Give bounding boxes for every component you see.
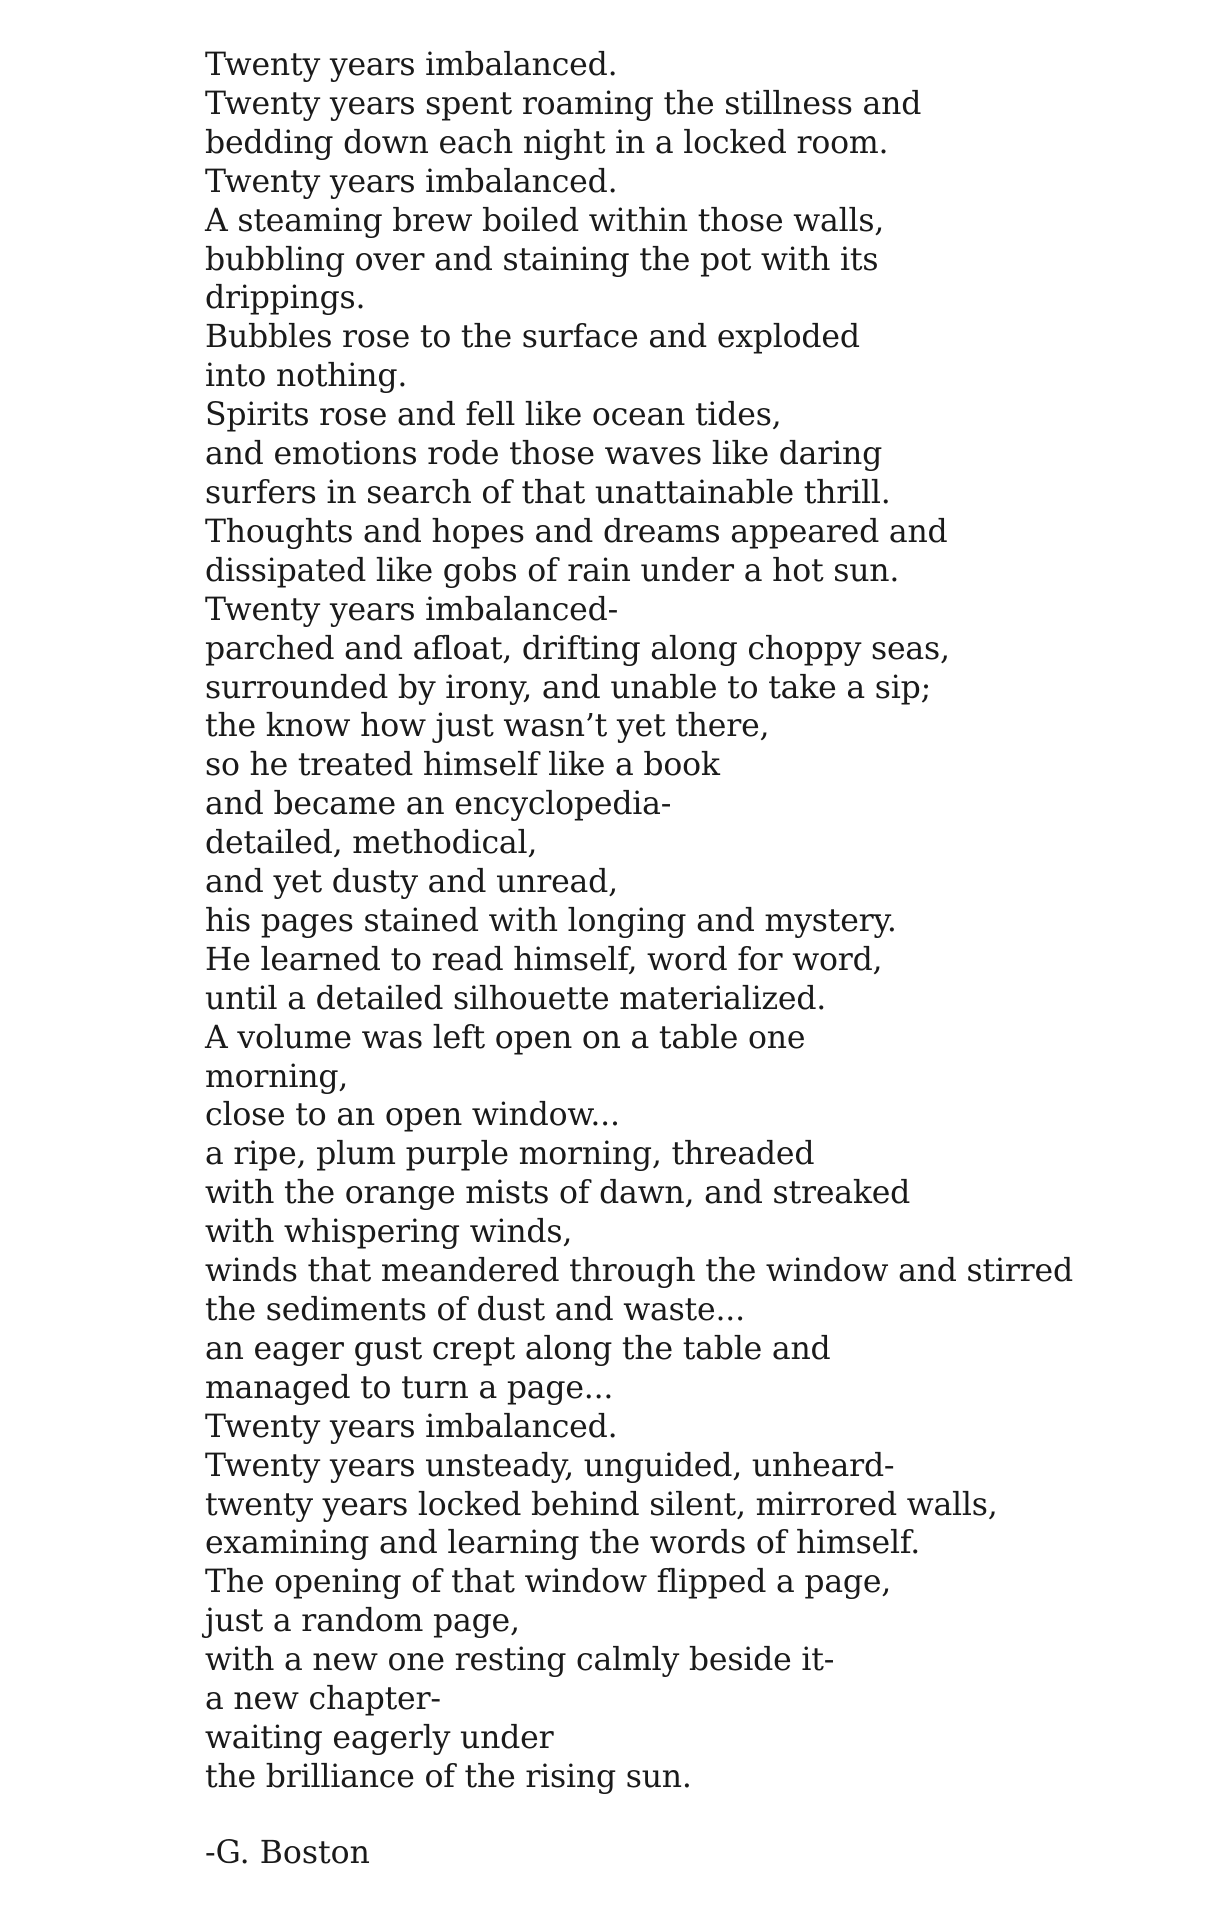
- poem-text: [205, 46, 1185, 1797]
- poem-line: waiting eagerly under: [205, 1719, 554, 1756]
- poem-line: twenty years locked behind silent, mirrored walls,: [205, 1486, 998, 1523]
- poem-line: surrounded by irony, and unable to take a sip;: [205, 669, 932, 706]
- poem-line: winds that meandered through the window and stirred: [205, 1253, 1073, 1290]
- poem-line: morning,: [205, 1058, 349, 1095]
- poem-line: and yet dusty and unread,: [205, 864, 618, 901]
- poem-line: his pages stained with longing and mystery.: [205, 902, 897, 939]
- poem-line: dissipated like gobs of rain under a hot sun.: [205, 552, 900, 589]
- poem-line: detailed, methodical,: [205, 825, 538, 862]
- author-signature: -G. Boston: [205, 1835, 370, 1871]
- poem-line: A volume was left open on a table one: [205, 1019, 806, 1056]
- poem-line: with a new one resting calmly beside it-: [205, 1642, 835, 1679]
- poem-line: so he treated himself like a book: [205, 747, 720, 784]
- poem-line: Twenty years imbalanced.: [205, 47, 618, 83]
- poem-line: a ripe, plum purple morning, threaded: [205, 1136, 815, 1173]
- poem-line: the brilliance of the rising sun.: [205, 1758, 692, 1795]
- poem-line: a new chapter-: [205, 1681, 441, 1718]
- poem-line: Twenty years spent roaming the stillness and: [205, 85, 922, 122]
- poem-line: examining and learning the words of himself.: [205, 1525, 921, 1562]
- poem-line: the sediments of dust and waste...: [205, 1292, 745, 1328]
- poem-line: an eager gust crept along the table and: [205, 1330, 831, 1367]
- poem-line: Spirits rose and fell like ocean tides,: [205, 397, 782, 434]
- poem-line: A steaming brew boiled within those walls,: [205, 202, 885, 239]
- poem-line: until a detailed silhouette materialized.: [205, 980, 827, 1017]
- poem-line: with the orange mists of dawn, and streaked: [205, 1175, 911, 1212]
- poem-line: Twenty years imbalanced.: [205, 1408, 618, 1445]
- poem-line: surfers in search of that unattainable thrill.: [205, 474, 891, 511]
- poem-line: Thoughts and hopes and dreams appeared and: [205, 513, 948, 550]
- poem-line: drippings.: [205, 280, 366, 317]
- poem-line: managed to turn a page...: [205, 1369, 614, 1406]
- poem-line: and emotions rode those waves like daring: [205, 436, 883, 473]
- poem-line: The opening of that window flipped a page,: [205, 1564, 892, 1601]
- poem-line: parched and afloat, drifting along choppy seas,: [205, 630, 950, 667]
- poem-line: with whispering winds,: [205, 1214, 573, 1251]
- poem-line: Twenty years imbalanced.: [205, 163, 618, 200]
- poem-line: the know how just wasn’t yet there,: [205, 708, 770, 745]
- poem-line: and became an encyclopedia-: [205, 786, 672, 823]
- poem-line: bubbling over and staining the pot with its: [205, 241, 879, 278]
- poem-line: into nothing.: [205, 358, 408, 395]
- poem-line: close to an open window...: [205, 1097, 620, 1134]
- poem-line: just a random page,: [205, 1603, 520, 1640]
- poem-line: Twenty years unsteady, unguided, unheard-: [205, 1447, 895, 1484]
- poem-line: bedding down each night in a locked room.: [205, 124, 889, 161]
- poem-line: Twenty years imbalanced-: [205, 591, 619, 628]
- poem-line: He learned to read himself, word for word,: [205, 941, 883, 978]
- poem-line: Bubbles rose to the surface and exploded: [205, 319, 860, 356]
